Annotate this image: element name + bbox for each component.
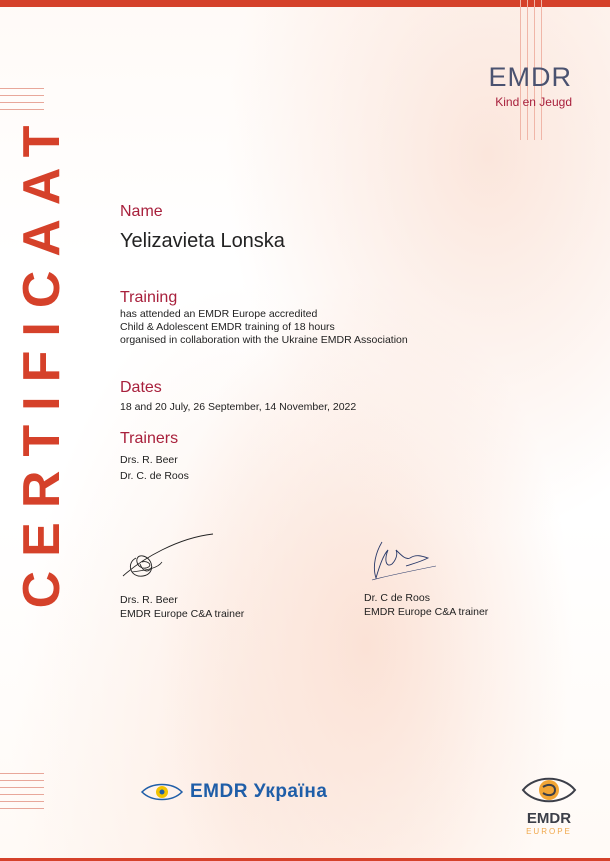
signature-role: EMDR Europe C&A trainer	[364, 606, 489, 618]
decorative-lines-bottom	[0, 773, 44, 815]
emdr-ukraine-logo	[140, 780, 327, 804]
emdr-europe-sub-text: EUROPE	[526, 827, 572, 836]
training-line: has attended an EMDR Europe accredited	[120, 308, 318, 320]
signature-beer-image	[118, 528, 218, 584]
signature-name: Dr. C de Roos	[364, 592, 430, 604]
certificate-vertical-title: CERTIFICAAT	[13, 111, 71, 609]
trainers-heading: Trainers	[120, 430, 179, 447]
emdr-europe-main-text: EMDR	[526, 810, 572, 827]
recipient-name: Yelizavieta Lonska	[120, 230, 285, 252]
top-accent-bar	[0, 0, 610, 7]
logo-main-text: EMDR	[488, 62, 572, 92]
signature-role: EMDR Europe C&A trainer	[120, 608, 245, 620]
dates-value: 18 and 20 July, 26 September, 14 November, 2022	[120, 401, 357, 413]
emdr-ukraine-text: EMDR Україна	[190, 781, 328, 802]
eye-icon	[140, 780, 184, 804]
name-heading: Name	[120, 203, 163, 220]
training-heading: Training	[120, 289, 178, 306]
training-line: organised in collaboration with the Ukraine EMDR Association	[120, 334, 408, 346]
signature-de-roos-image	[366, 534, 446, 586]
emdr-europe-eye-icon	[519, 773, 579, 807]
training-line: Child & Adolescent EMDR training of 18 hours	[120, 321, 335, 333]
dates-heading: Dates	[120, 379, 162, 396]
signature-name: Drs. R. Beer	[120, 594, 178, 606]
emdr-kind-en-jeugd-logo	[432, 62, 572, 109]
logo-sub-text: Kind en Jeugd	[495, 95, 572, 109]
emdr-europe-logo	[516, 773, 582, 836]
trainer-name: Dr. C. de Roos	[120, 470, 189, 482]
trainer-name: Drs. R. Beer	[120, 454, 178, 466]
